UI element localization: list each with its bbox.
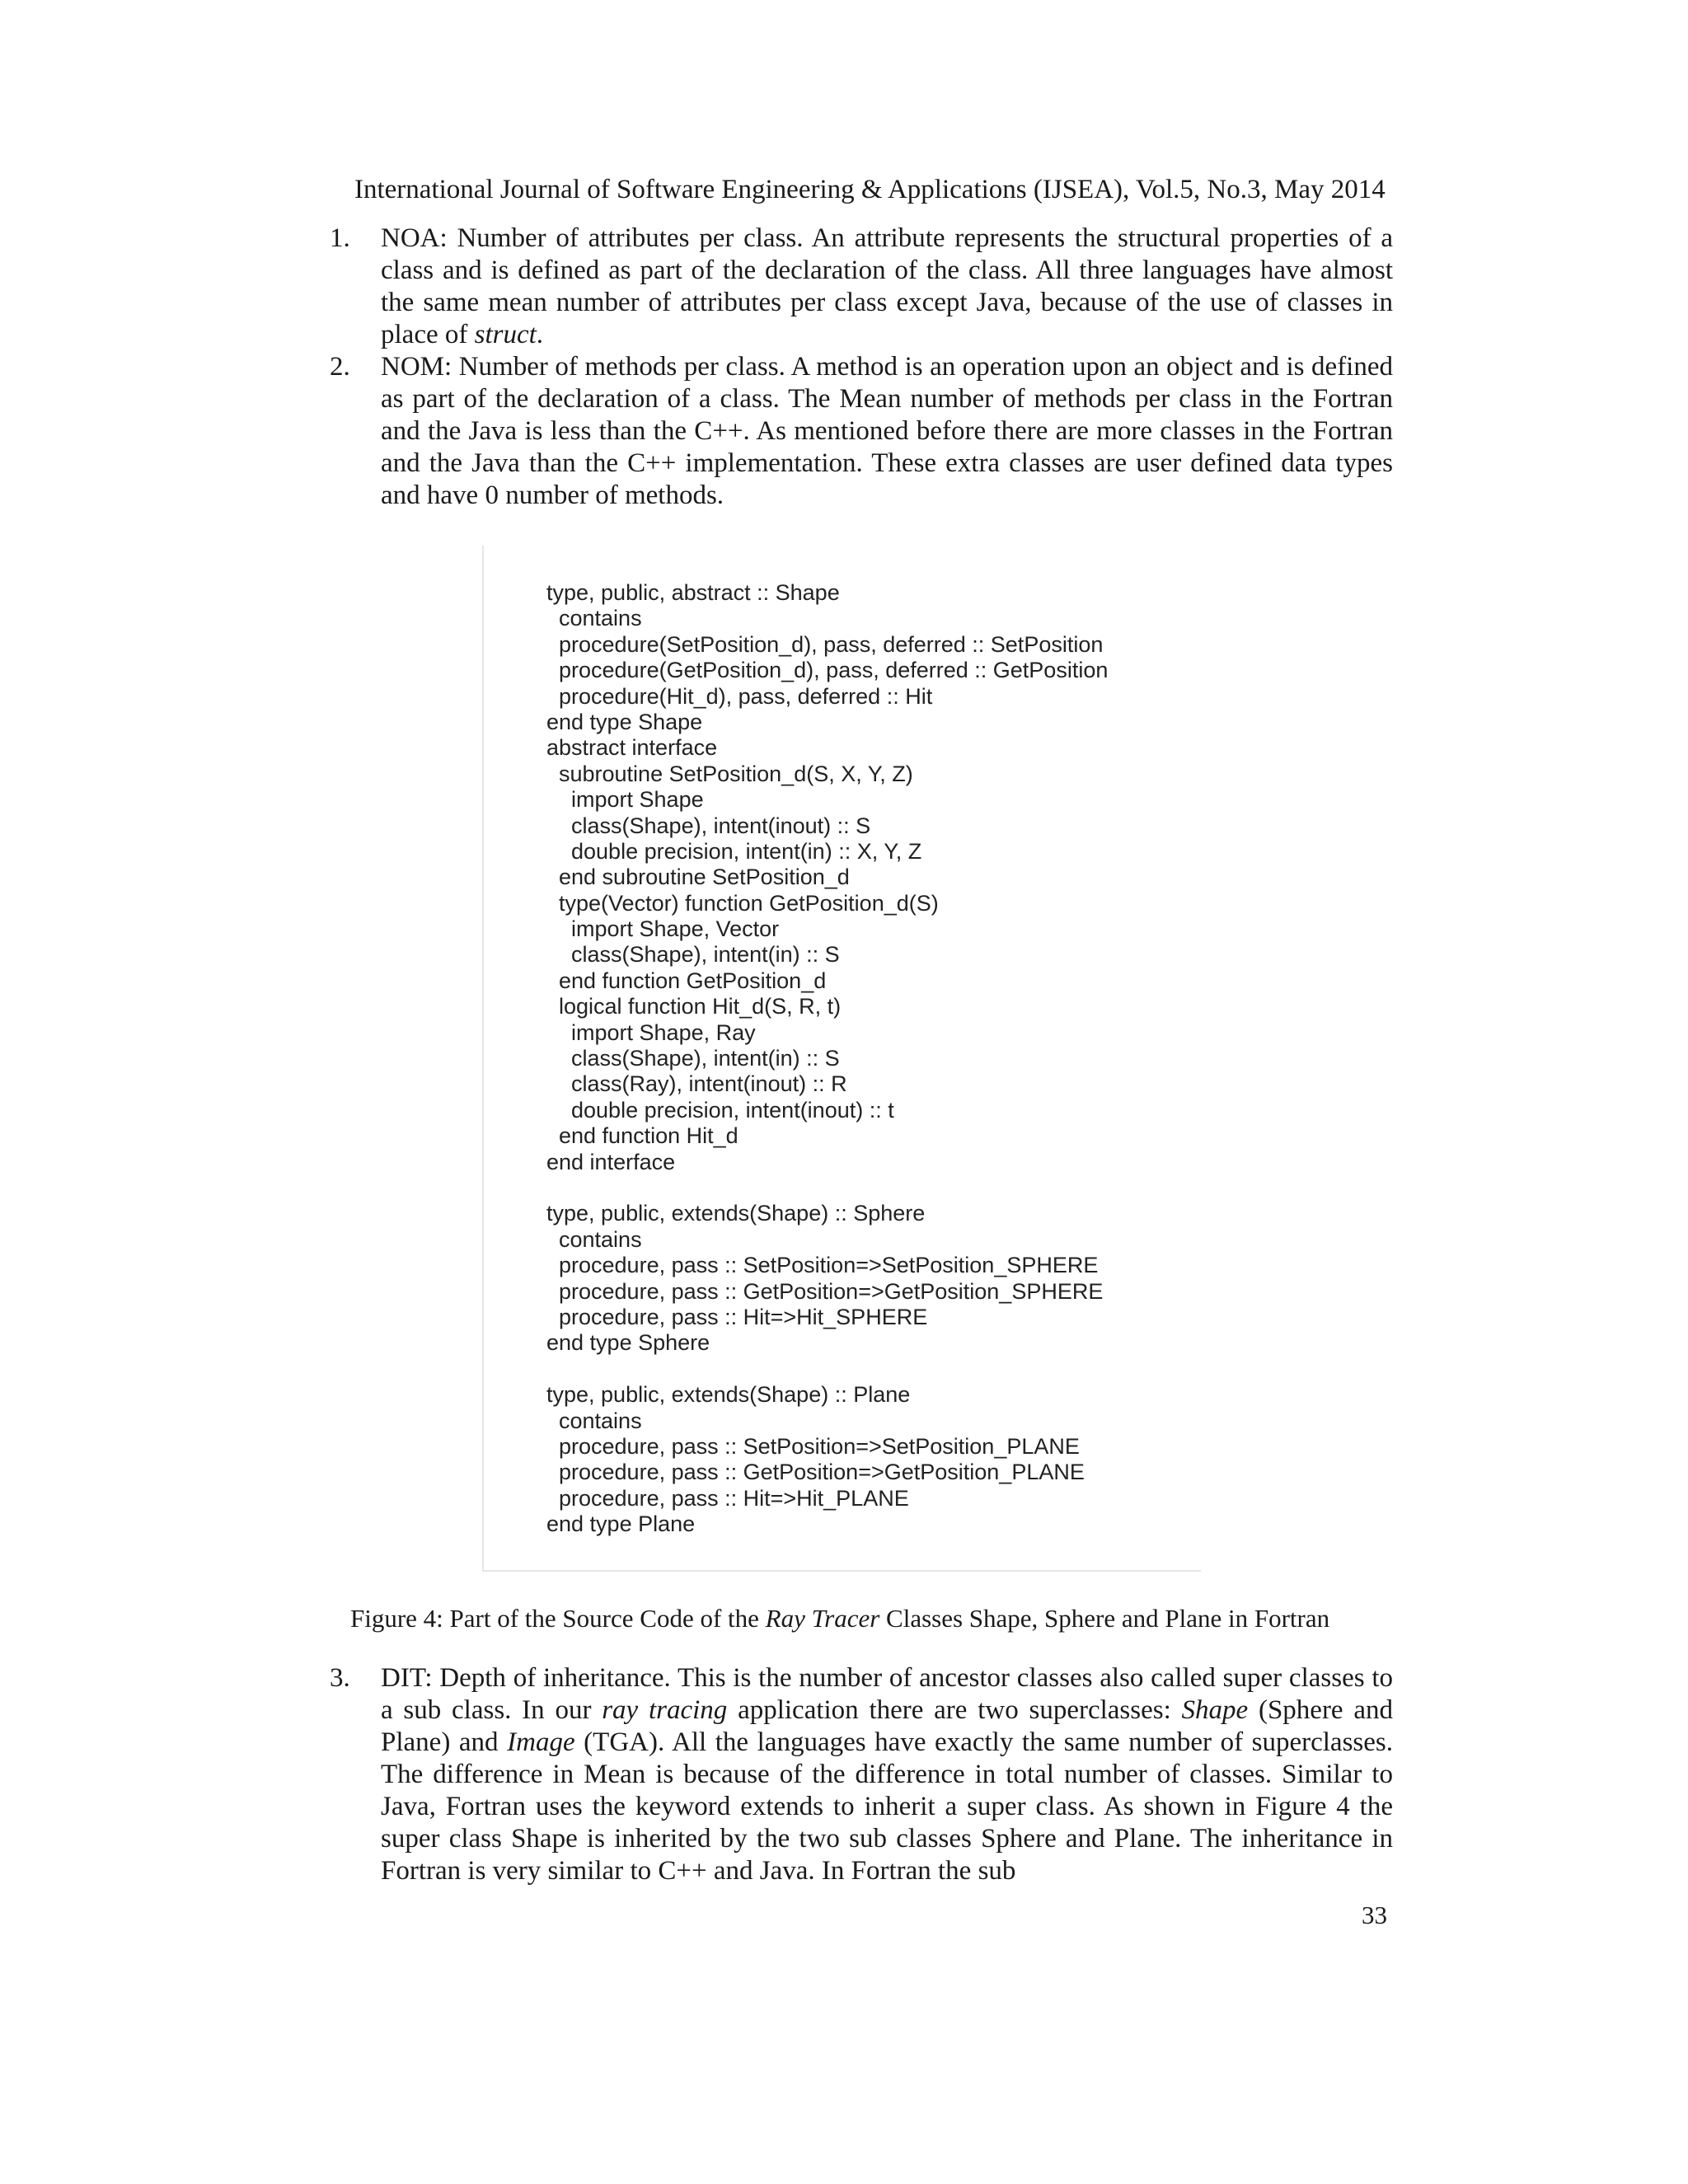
caption-emphasis: Ray Tracer	[765, 1604, 880, 1633]
text-run: (TGA). All the languages have exactly the same number of superclasses. The difference in Mean is because of the difference in total number of classes. Similar to Java, Fortran uses the keyword extends to inherit a super class. As shown in Figure 4 the super class Shape is inherited by the two sub classes Sphere and Plane. The inheritance in Fortran is very similar to C++ and Java. In Fortran the sub	[381, 1727, 1394, 1886]
code-line: import Shape, Ray	[546, 1019, 756, 1045]
code-line: procedure, pass :: Hit=>Hit_PLANE	[546, 1485, 909, 1511]
emphasis-struct: struct	[474, 320, 537, 349]
code-line: class(Shape), intent(in) :: S	[546, 942, 840, 968]
text-run: DIT: Depth of inheritance. This is the number of ancestor classes also called super classes to a sub class. In our	[381, 1663, 1393, 1725]
code-line: procedure, pass :: Hit=>Hit_SPHERE	[546, 1304, 928, 1329]
code-line: end interface	[546, 1149, 676, 1174]
code-line: contains	[546, 1408, 642, 1433]
code-line: procedure, pass :: SetPosition=>SetPosition_SPHERE	[546, 1253, 1099, 1278]
page-number: 33	[1362, 1900, 1387, 1929]
code-line: procedure, pass :: SetPosition=>SetPosition_PLANE	[546, 1433, 1080, 1459]
code-line: class(Ray), intent(inout) :: R	[546, 1071, 847, 1097]
code-line: contains	[546, 1226, 642, 1252]
text-run: .	[536, 320, 544, 349]
code-line: end type Sphere	[546, 1330, 710, 1356]
code-line: type(Vector) function GetPosition_d(S)	[546, 890, 939, 916]
list-item-nom	[330, 351, 1393, 512]
list-item-noa	[330, 223, 1393, 351]
code-line: end subroutine SetPosition_d	[546, 865, 850, 890]
code-line: end type Shape	[546, 709, 703, 734]
code-line: abstract interface	[546, 735, 718, 761]
code-line: end type Plane	[546, 1511, 696, 1537]
code-line: class(Shape), intent(in) :: S	[546, 1046, 840, 1071]
code-line: procedure(GetPosition_d), pass, deferred :: GetPosition	[546, 658, 1109, 683]
metrics-list-bottom	[330, 1662, 1393, 1887]
code-line	[546, 1357, 1108, 1382]
code-line: procedure, pass :: GetPosition=>GetPosition_SPHERE	[546, 1278, 1104, 1304]
list-number: 3.	[330, 1663, 350, 1693]
list-item-text	[381, 223, 1393, 351]
code-line: subroutine SetPosition_d(S, X, Y, Z)	[546, 761, 913, 786]
emphasis: Shape	[1181, 1695, 1249, 1725]
list-item-dit	[330, 1662, 1393, 1887]
code-line: double precision, intent(inout) :: t	[546, 1097, 894, 1122]
list-number: 1.	[330, 223, 350, 253]
code-line	[546, 1175, 1108, 1201]
metrics-list-top	[330, 223, 1393, 512]
text-run: (Sphere and Plane) and	[381, 1695, 1393, 1757]
text-run: NOA: Number of attributes per class. An attribute represents the structural properties of a class and is defined as part of the declaration of the class. All three languages have almost the same mean number of attributes per class except Java, because of the use of classes in place of	[381, 223, 1393, 349]
code-line: type, public, abstract :: Shape	[546, 580, 840, 605]
code-line: type, public, extends(Shape) :: Plane	[546, 1382, 911, 1408]
emphasis: Image	[507, 1727, 575, 1757]
text-run: application there are two superclasses:	[727, 1695, 1182, 1725]
code-line: procedure, pass :: GetPosition=>GetPosition_PLANE	[546, 1460, 1085, 1485]
code-line: end function Hit_d	[546, 1123, 738, 1149]
fortran-source-code	[546, 580, 1108, 1537]
running-header: International Journal of Software Engineering & Applications (IJSEA), Vol.5, No.3, May 2014	[354, 175, 1386, 204]
code-line: class(Shape), intent(inout) :: S	[546, 813, 871, 838]
code-line: procedure(SetPosition_d), pass, deferred :: SetPosition	[546, 631, 1104, 657]
list-item-text	[381, 1662, 1393, 1887]
figure-4-code-box	[482, 546, 1201, 1572]
code-line: procedure(Hit_d), pass, deferred :: Hit	[546, 683, 933, 709]
list-number: 2.	[330, 352, 350, 382]
code-line: logical function Hit_d(S, R, t)	[546, 994, 842, 1019]
code-line: contains	[546, 606, 642, 631]
caption-text: Classes Shape, Sphere and Plane in Fortran	[879, 1604, 1330, 1633]
code-line: import Shape	[546, 787, 704, 813]
list-item-text: NOM: Number of methods per class. A method is an operation upon an object and is defined as part of the declaration of a class. The Mean number of methods per class in the Fortran and the Java is less than the C++. As mentioned before there are more classes in the Fortran and the Java than the C++ implementation. These extra classes are user defined data types and have 0 number of methods.	[381, 352, 1393, 510]
code-line: end function GetPosition_d	[546, 968, 827, 993]
figure-caption	[350, 1603, 1389, 1634]
code-line: import Shape, Vector	[546, 916, 780, 942]
caption-text: Figure 4: Part of the Source Code of the	[350, 1604, 766, 1633]
code-line: type, public, extends(Shape) :: Sphere	[546, 1201, 926, 1226]
code-line: double precision, intent(in) :: X, Y, Z	[546, 838, 922, 864]
emphasis: ray tracing	[602, 1695, 728, 1725]
